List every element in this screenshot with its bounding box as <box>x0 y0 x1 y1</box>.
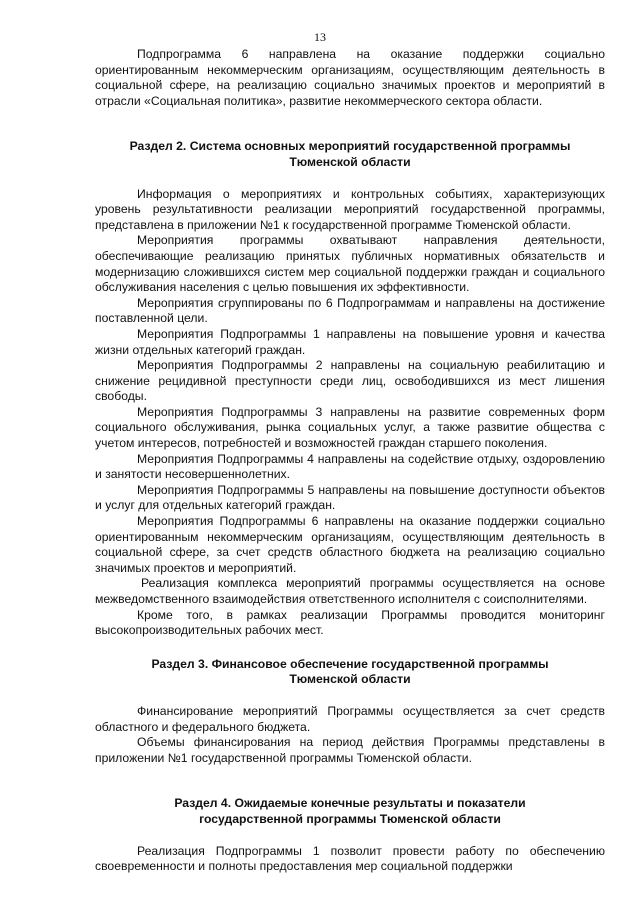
section-3-paragraph: Объемы финансирования на период действия Программы представлены в приложении №1 государственной программы Тюменской области. <box>95 735 605 765</box>
section-2-heading-line-2: Тюменской области <box>289 154 411 169</box>
document-body <box>95 47 605 875</box>
section-2-paragraph: Мероприятия Подпрограммы 2 направлены на социальную реабилитацию и снижение рецидивной преступности среди лиц, освободившихся из мест лишения свободы. <box>95 358 605 404</box>
section-2-heading <box>95 139 605 170</box>
page-number: 13 <box>314 30 326 44</box>
section-4-heading-line-1: Раздел 4. Ожидаемые конечные результаты и показатели <box>174 796 526 811</box>
section-2-paragraph: Мероприятия Подпрограммы 4 направлены на содействие отдыху, оздоровлению и занятости несовершеннолетних. <box>95 451 605 482</box>
section-3-heading-line-1: Раздел 3. Финансовое обеспечение государственной программы <box>151 656 549 671</box>
section-2-paragraph: Кроме того, в рамках реализации Программы проводится мониторинг высокопроизводительных рабочих мест. <box>95 607 605 638</box>
section-3-paragraph: Финансирование мероприятий Программы осуществляется за счет средств областного и федерального бюджета. <box>95 703 605 734</box>
section-2-paragraph: Мероприятия Подпрограммы 3 направлены на развитие современных форм социального обслуживания, рынка социальных услуг, а также развитие общества с учетом интересов, потребностей и возможностей граждан старшего поколения. <box>95 404 605 451</box>
section-2-paragraph: Реализация комплекса мероприятий программы осуществляется на основе межведомственного взаимодействия ответственного исполнителя с соисполнителями. <box>95 576 605 606</box>
section-4-paragraph: Реализация Подпрограммы 1 позволит провести работу по обеспечению своевременности и полноты предоставления мер социальной поддержки <box>95 843 605 874</box>
spacer <box>95 109 605 139</box>
spacer <box>95 828 605 844</box>
section-4-heading <box>95 796 605 827</box>
spacer <box>95 171 605 187</box>
section-4-heading-line-2: государственной программы Тюменской области <box>199 811 501 826</box>
section-2-paragraph: Мероприятия программы охватывают направления деятельности, обеспечивающие реализацию принятых публичных нормативных обязательств и модернизацию сложившихся систем мер социальной поддержки граждан и социального обслуживания населения с целью повышения их эффективности. <box>95 233 605 295</box>
spacer <box>95 639 605 657</box>
section-2-paragraph: Мероприятия Подпрограммы 6 направлены на оказание поддержки социально ориентированным некоммерческим организациям, осуществляющим деятельность в социальной сфере, за счет средств областного бюджета на реализацию социально значимых проектов и мероприятий. <box>95 514 605 575</box>
section-2-paragraph: Мероприятия Подпрограммы 5 направлены на повышение доступности объектов и услуг для отдельных категорий граждан. <box>95 482 605 513</box>
section-3-heading <box>95 657 605 688</box>
section-2-paragraph: Мероприятия сгруппированы по 6 Подпрограммам и направлены на достижение поставленной цели. <box>95 295 605 326</box>
spacer <box>95 766 605 796</box>
section-2-paragraph: Мероприятия Подпрограммы 1 направлены на повышение уровня и качества жизни отдельных категорий граждан. <box>95 326 605 357</box>
section-2-heading-line-1: Раздел 2. Система основных мероприятий государственной программы <box>129 139 571 154</box>
intro-paragraph: Подпрограмма 6 направлена на оказание поддержки социально ориентированным некоммерческим организациям, осуществляющим деятельность в социальной сфере, на реализацию социально значимых проектов и мероприятий в отрасли «Социальная политика», развитие некоммерческого сектора области. <box>95 47 605 108</box>
spacer <box>95 688 605 704</box>
section-2-paragraph: Информация о мероприятиях и контрольных событиях, характеризующих уровень результативности реализации мероприятий государственной программы, представлена в приложении №1 к государственной программе Тюменской области. <box>95 186 605 232</box>
section-3-heading-line-2: Тюменской области <box>289 672 411 687</box>
